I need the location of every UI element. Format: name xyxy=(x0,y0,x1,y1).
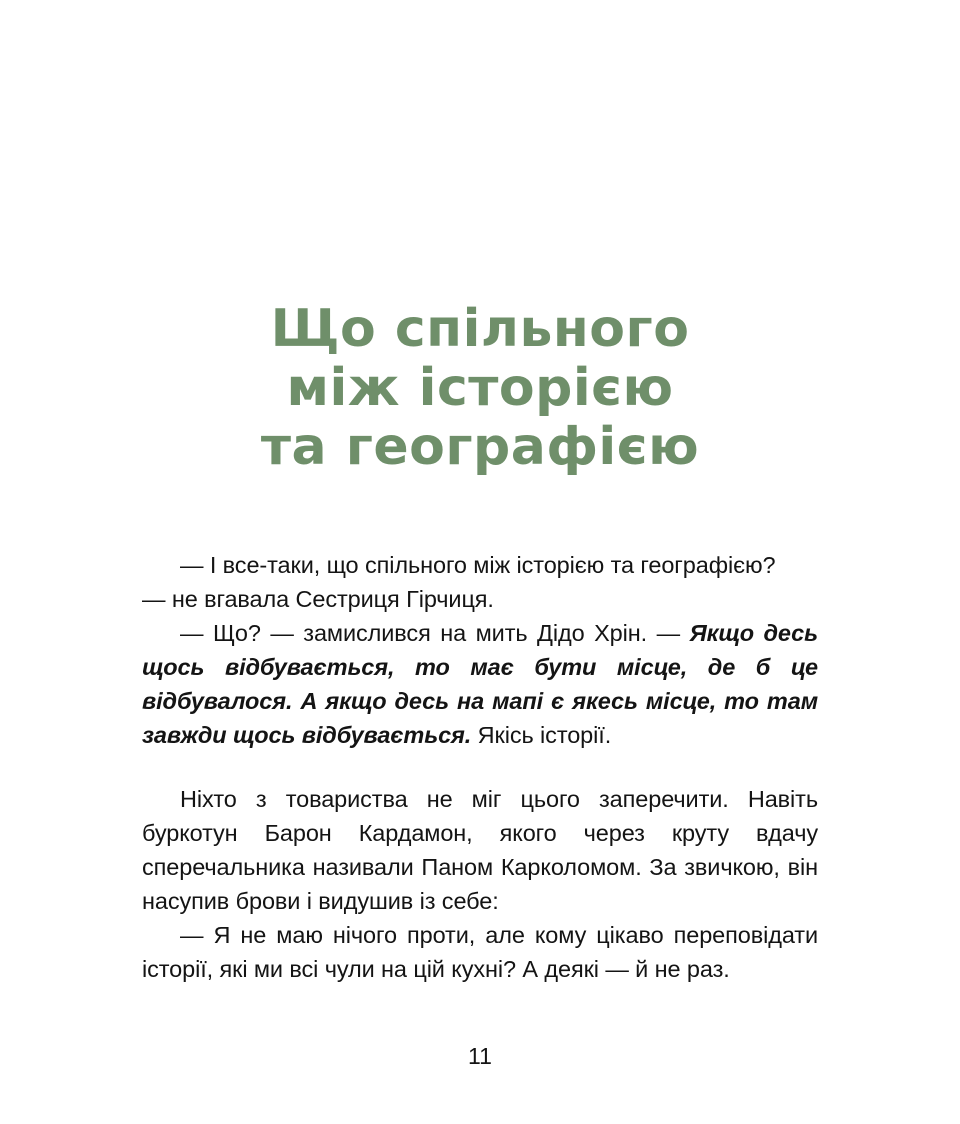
page-number: 11 xyxy=(468,1043,492,1069)
chapter-title-line-1: Що спільного xyxy=(270,299,690,359)
paragraph-dialogue-baron: — Я не маю нічого проти, але кому цікаво переповідати історії, які ми всі чули на цій кухні? А деякі — й не раз. xyxy=(142,922,818,982)
dialogue-attribution-text: — не вгавала Сестриця Гірчиця. xyxy=(142,586,494,612)
chapter-title-line-2: між історією xyxy=(286,357,674,418)
answer-plain-end: Якісь історії. xyxy=(471,722,612,748)
dialogue-question-text: — І все-таки, що спільного між історією та географією? xyxy=(180,552,776,578)
answer-plain-start: — Що? — замислився на мить Дідо Хрін. — xyxy=(180,620,690,646)
answer-italic-quote: Якщо десь щось відбувається, то має бути місце, де б це відбувалося. А якщо десь на мапі є якесь місце, то там завжди щось відбувається. xyxy=(142,620,818,748)
paragraph-dialogue-question xyxy=(142,548,818,616)
paragraph-narration: Ніхто з товариства не міг цього заперечити. Навіть буркотун Барон Кардамон, якого через круту вдачу сперечальника називали Паном Карколомом. За звичкою, він насупив брови і видушив із себе: xyxy=(142,786,818,914)
body-text-column xyxy=(142,548,818,986)
chapter-title xyxy=(0,300,960,476)
chapter-title-line-3: та географією xyxy=(260,416,700,477)
paragraph-spacer xyxy=(142,752,818,782)
paragraph-dialogue-answer xyxy=(142,616,818,752)
